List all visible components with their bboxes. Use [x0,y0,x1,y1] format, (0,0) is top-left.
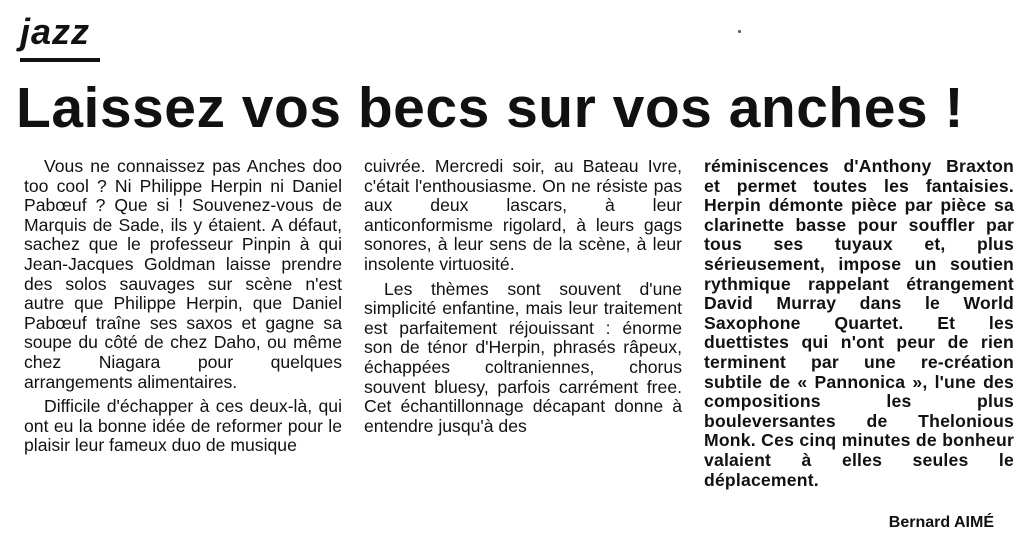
paragraph-continuation: cuivrée. Mercredi soir, au Bateau Ivre, c'était l'enthousiasme. On ne résiste pas aux deux lascars, à leur anticonformisme rigolard, à leurs gags sonores, à leur sens de la scène, à leur insolente virtuosité. [364,157,682,274]
paragraph: Difficile d'échapper à ces deux-là, qui ont eu la bonne idée de reformer pour le plaisir leur fameux duo de musique [24,396,342,456]
article-headline: Laissez vos becs sur vos anches ! [16,76,964,140]
scan-speck [738,30,741,33]
column-3 [704,157,1014,549]
column-2 [364,157,682,549]
paragraph-continuation: réminiscences d'Anthony Braxton et permet toutes les fantaisies. Herpin démonte pièce par pièce sa clarinette basse pour souffler par tous ses tuyaux et, plus sérieusement, impose un soutien rythmique rappelant étrangement David Murray dans le World Saxophone Quartet. Et les duettistes qui n'ont peur de rien terminent par une re-création subtile de « Pannonica », l'une des compositions les plus bouleversantes de Thelonious Monk. Ces cinq minutes de bonheur valaient à elles seules le déplacement. [704,157,1014,490]
column-1 [24,157,342,549]
section-rubric: jazz [20,11,91,52]
rubric-underline [20,58,100,62]
paragraph: Les thèmes sont souvent d'une simplicité enfantine, mais leur traitement est parfaitement réjouissant : énorme son de ténor d'Herpin, phrasés râpeux, échappées coltraniennes, chorus souvent bluesy, parfois carrément free. Cet échantillonnage décapant donne à entendre jusqu'à des [364,278,682,436]
article-body [24,157,1014,549]
author-byline: Bernard AIMÉ [888,514,994,531]
paragraph: Vous ne connaissez pas Anches doo too cool ? Ni Philippe Herpin ni Daniel Pabœuf ? Que si ! Souvenez-vous de Marquis de Sade, ils y étaient. A défaut, sachez que le professeur Pinpin à qui Jean-Jacques Goldman laisse prendre des solos sauvages sur scène n'est autre que Philippe Herpin, que Daniel Pabœuf traîne ses saxos et gagne sa soupe du côté de chez Daho, ou même chez Niagara pour quelques arrangements alimentaires. [24,157,342,392]
